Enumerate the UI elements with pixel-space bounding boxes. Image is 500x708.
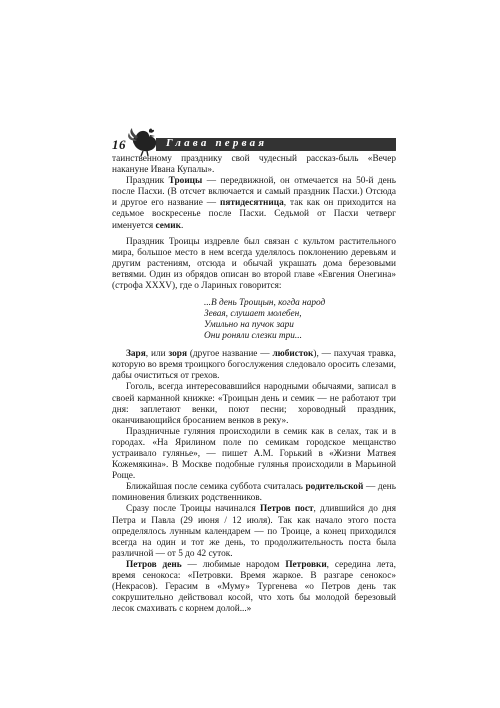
text-run: таинственному празднику свой чудесный рассказ-быль «Вечер накануне Ивана Купалы». (112, 154, 396, 176)
chapter-title: Глава первая (166, 137, 268, 149)
bold-term: Петровки (285, 559, 327, 570)
bold-term: семик (155, 220, 181, 231)
poem-line: ...В день Троицын, когда народ (204, 298, 326, 309)
bold-term: Петров пост (260, 504, 314, 515)
poem-line: Умильно на пучок зари (204, 320, 294, 331)
paragraph (112, 176, 396, 231)
text-run: — день поминовения близких родственников. (112, 482, 396, 504)
text-run: , так как он приходится на седьмое воскресенье после Пасхи. Седьмой от Пасхи четверг именуется (112, 198, 396, 231)
poem-line: Они роняли слезки три... (204, 331, 302, 342)
text-run: (другое название — (186, 349, 273, 360)
text-run: — любимые народом (181, 559, 286, 570)
bold-term: Петров день (126, 559, 182, 570)
paragraph (112, 482, 396, 504)
paragraph (112, 560, 396, 615)
text-run: ), — пахучая травка, которую во время троицкого богослужения следовало оросить слезами, дабы очиститься от грехов. (112, 349, 396, 382)
poem-line: Зевая, слушает молебен, (204, 309, 302, 320)
page-number: 16 (112, 137, 126, 152)
paragraph (112, 154, 396, 176)
paragraph (112, 349, 396, 382)
text-run: Праздничные гуляния происходили в семик как в селах, так и в городах. «На Ярилином поле по семикам городское мещанство устраивало гулянье», — пишет А.М. Горький в «Жизни Матвея Кожемякина». В Москве подобные гулянья происходили в Марьиной Роще. (112, 426, 396, 482)
bold-term: любисток (272, 349, 314, 360)
text-run: , длившийся до дня Петра и Павла (29 июня / 12 июля). Так как начало этого поста определялось лунным календарем — по Троице, а конец приходился всегда на один и тот же день, то продолжительность поста была различной — от 5 до 42 суток. (112, 504, 397, 559)
bold-term: пятидесятница (220, 198, 284, 209)
text-run: , или (145, 349, 169, 360)
text-run: Сразу после Троицы начинался (126, 504, 260, 515)
chapter-band (156, 138, 396, 151)
paragraph (112, 382, 396, 426)
bold-term: Троицы (168, 176, 203, 187)
text-run: Праздник (126, 176, 169, 187)
paragraph (112, 237, 396, 292)
poem-quote (204, 298, 396, 342)
paragraph (112, 504, 396, 559)
text-run: Ближайшая после семика суббота считалась (126, 482, 306, 493)
running-header (112, 133, 396, 155)
rooster-icon (128, 127, 162, 157)
bold-term: зоря (168, 349, 187, 360)
text-run: — передвижной, он отмечается на 50-й день после Пасхи. (В отсчет включается и самый праздник Пасхи.) Отсюда и другое его название — (112, 176, 397, 209)
text-run: Праздник Троицы издревле был связан с культом растительного мира, большое место в нем всегда уделялось поклонению деревьям и другим растениям, отсюда и обычай украшать дома березовыми ветвями. Один из обрядов описан во второй главе «Евгения Онегина» (строфа XXXV), где о Лариных говорится: (112, 236, 396, 292)
bold-term: Заря (126, 349, 146, 360)
bold-term: родительской (305, 482, 364, 493)
paragraph (112, 427, 396, 482)
text-run: Гоголь, всегда интересовавшийся народными обычаями, записал в своей карманной книжке: «Троицын день и семик — не работают три дня: заплетают венки, поют песни; хороводный праздник, оканчивающийся бросанием венков в реку». (112, 382, 396, 426)
body-text (112, 154, 396, 615)
text-run: . (180, 220, 184, 231)
text-run: , середина лета, время сенокоса: «Петровки. Время жаркое. В разгаре сенокос» (Некрасов). Герасим в «Муму» Тургенева «о Петров день так сокрушительно действовал косой, что хоть бы молодой березовый лесок смахивать с корнем долой...» (112, 559, 397, 615)
